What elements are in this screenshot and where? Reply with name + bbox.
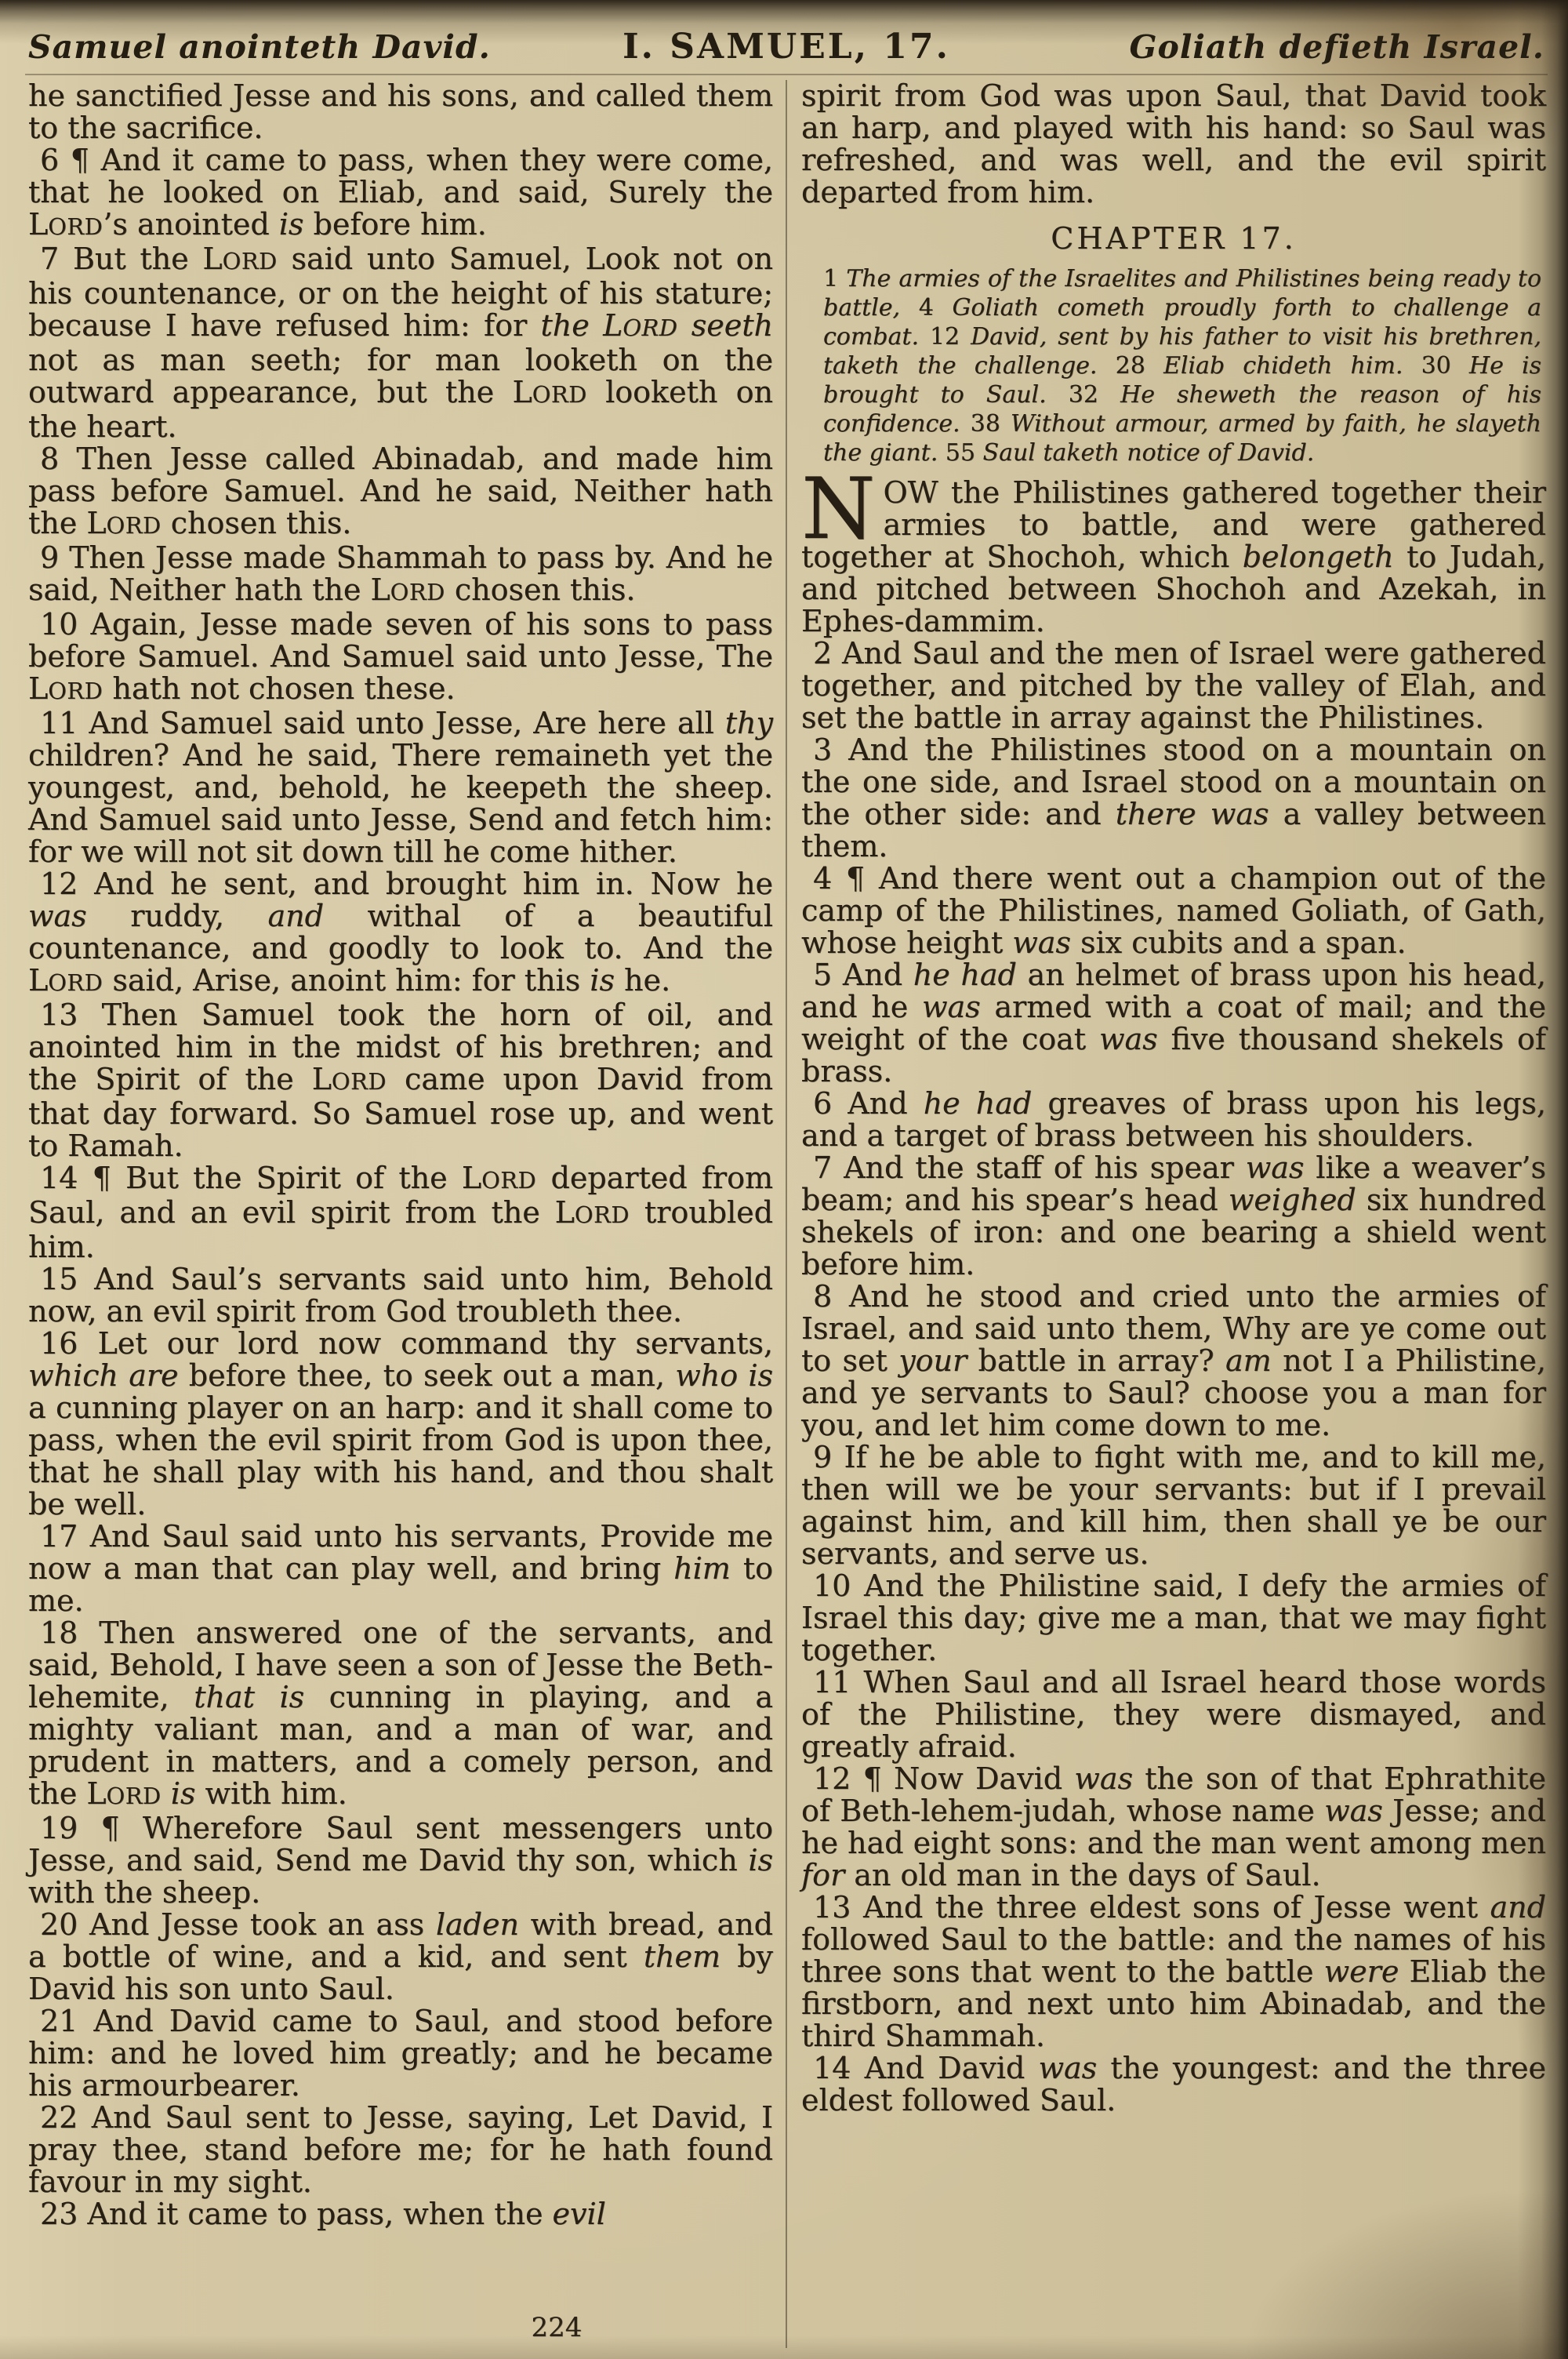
verse-paragraph: 8 And he stood and cried unto the armies of Israel, and said unto them, Why are ye come out to set your battle in array? am not I a Philistine, and ye servants to Saul? choose you a man for you, and let him come down to me.	[801, 1279, 1547, 1442]
verse-paragraph: 3 And the Philistines stood on a mountain on the one side, and Israel stood on a mountain on the other side: and there was a valley between them.	[801, 732, 1546, 863]
verse-paragraph: 12 ¶ Now David was the son of that Ephrathite of Beth-lehem-judah, whose name was Jesse; and he had eight sons: and the man went among men for an old man in the days of Saul.	[801, 1761, 1546, 1892]
text-columns	[28, 80, 1546, 2348]
verse-paragraph: 8 Then Jesse called Abinadab, and made him pass before Samuel. And he said, Neither hath the LORD chosen this.	[28, 442, 773, 540]
verse-paragraph: 16 Let our lord now command thy servants, which are before thee, to seek out a man, who is a cunning player on an harp: and it shall come to pass, when the evil spirit from God is upon thee, that he shall play with his hand, and thou shalt be well.	[28, 1326, 774, 1521]
verse-paragraph: 11 And Samuel said unto Jesse, Are here all thy children? And he said, There remaineth yet the youngest, and, behold, he keepeth the sheep. And Samuel said unto Jesse, Send and fetch him: for we will not sit down till he come hither.	[28, 706, 773, 869]
lord-smallcaps: LORD	[461, 1161, 537, 1195]
verse-paragraph: 10 And the Philistine said, I defy the armies of Israel this day; give me a man, that we may fight together.	[801, 1568, 1546, 1667]
lord-smallcaps: LORD	[370, 572, 445, 607]
verse-paragraph: 6 ¶ And it came to pass, when they were come, that he looked on Eliab, and said, Surely the LORD’s anointed is before him.	[28, 143, 773, 242]
lord-smallcaps: LORD	[202, 242, 278, 276]
verse-paragraph: 17 And Saul said unto his servants, Provide me now a man that can play well, and bring him to me.	[28, 1519, 773, 1618]
lord-smallcaps: LORD	[86, 506, 162, 540]
verse-paragraph: 13 And the three eldest sons of Jesse went and followed Saul to the battle: and the names of his three sons that went to the battle were Eliab the firstborn, and next unto him Abinadab, and the third Shammah.	[801, 1890, 1546, 2053]
verse-paragraph: 9 If he be able to fight with me, and to kill me, then will we be your servants: but if I prevail against him, and kill him, then shall ye be our servants, and serve us.	[801, 1440, 1546, 1571]
verse-paragraph: 15 And Saul’s servants said unto him, Behold now, an evil spirit from God troubleth thee.	[28, 1262, 773, 1329]
verse-paragraph: 23 And it came to pass, when the evil	[40, 2197, 606, 2231]
lord-smallcaps: LORD	[311, 1062, 387, 1096]
continuation-paragraph: he sanctified Jesse and his sons, and called them to the sacrifice.	[28, 78, 773, 145]
continuation-paragraph: spirit from God was upon Saul, that David took an harp, and played with his hand: so Saul was refreshed, and was well, and the evil spirit departed from him.	[801, 78, 1546, 209]
verse-paragraph: 13 Then Samuel took the horn of oil, and anointed him in the midst of his brethren; and the Spirit of the LORD came upon David from that day forward. So Samuel rose up, and went to Ramah.	[28, 998, 773, 1163]
verse-paragraph: 11 When Saul and all Israel heard those words of the Philistine, they were dismayed, and greatly afraid.	[801, 1665, 1546, 1764]
lord-smallcaps: LORD	[512, 375, 587, 409]
right-column	[787, 80, 1546, 2348]
running-head	[28, 27, 1544, 67]
lord-smallcaps: LORD	[28, 671, 103, 706]
verse-paragraph: 7 But the LORD said unto Samuel, Look not on his countenance, or on the height of his stature; because I have refused him: for the LORD seeth not as man seeth; for man looketh on the outward appearance, but the LORD looketh on the heart.	[28, 242, 773, 444]
lord-smallcaps: LORD	[603, 308, 678, 343]
verse-paragraph: 10 Again, Jesse made seven of his sons to pass before Samuel. And Samuel said unto Jesse, The LORD hath not chosen these.	[28, 607, 773, 706]
header-rule	[25, 74, 1548, 75]
verse-paragraph: 14 And David was the youngest: and the three eldest followed Saul.	[801, 2051, 1546, 2117]
verse-paragraph: 12 And he sent, and brought him in. Now he was ruddy, and withal of a beautiful countenance, and goodly to look to. And the LORD said, Arise, anoint him: for this is he.	[28, 867, 773, 998]
verse-paragraph: 2 And Saul and the men of Israel were gathered together, and pitched by the valley of Elah, and set the battle in array against the Philistines.	[801, 636, 1546, 735]
chapter-summary: 1 The armies of the Israelites and Philistines being ready to battle, 4 Goliath cometh proudly forth to challenge a combat. 12 David, sent by his father to visit his brethren, taketh the challenge. 28 Eliab chideth him. 30 He is brought to Saul. 32 He sheweth the reason of his confidence. 38 Without armour, armed by faith, he slayeth the giant. 55 Saul taketh notice of David.	[823, 265, 1542, 467]
verse-paragraph: 22 And Saul sent to Jesse, saying, Let David, I pray thee, stand before me; for he hath found favour in my sight.	[28, 2100, 773, 2199]
verse-paragraph: 5 And he had an helmet of brass upon his head, and he was armed with a coat of mail; and the weight of the coat was five thousand shekels of brass.	[801, 958, 1546, 1089]
chapter-heading: CHAPTER 17.	[1051, 221, 1297, 256]
verse-paragraph: 6 And he had greaves of brass upon his legs, and a target of brass between his shoulders.	[801, 1086, 1547, 1153]
running-head-left: Samuel anointeth David.	[28, 28, 491, 66]
lord-smallcaps: LORD	[86, 1776, 162, 1811]
verse-paragraph: 4 ¶ And there went out a champion out of the camp of the Philistines, named Goliath, of Gath, whose height was six cubits and a span.	[801, 861, 1546, 960]
page-number: 224	[531, 2312, 583, 2343]
drop-cap-letter: N	[801, 460, 876, 558]
lord-smallcaps: LORD	[28, 963, 103, 998]
left-column	[28, 80, 786, 2348]
verse-paragraph: 19 ¶ Wherefore Saul sent messengers unto Jesse, and said, Send me David thy son, which is with the sheep.	[28, 1811, 773, 1910]
running-head-center: I. SAMUEL, 17.	[622, 27, 950, 67]
verse-paragraph: 7 And the staff of his spear was like a weaver’s beam; and his spear’s head weighed six hundred shekels of iron: and one bearing a shield went before him.	[801, 1150, 1546, 1281]
verse-paragraph: 14 ¶ But the Spirit of the LORD departed from Saul, and an evil spirit from the LORD troubled him.	[28, 1161, 774, 1264]
running-head-right: Goliath defieth Israel.	[1129, 28, 1545, 66]
verse-paragraph-dropcap: NOW the Philistines gathered together their armies to battle, and were gathered together at Shochoh, which belongeth to Judah, and pitched between Shochoh and Azekah, in Ephes-dammim.	[801, 460, 1546, 638]
verse-paragraph: 18 Then answered one of the servants, and said, Behold, I have seen a son of Jesse the Beth-lehemite, that is cunning in playing, and a mighty valiant man, and a man of war, and prudent in matters, and a comely person, and the LORD is with him.	[28, 1616, 773, 1811]
verse-paragraph: 21 And David came to Saul, and stood before him: and he loved him greatly; and he became his armourbearer.	[28, 2004, 773, 2103]
lord-smallcaps: LORD	[28, 207, 103, 242]
verse-paragraph: 20 And Jesse took an ass laden with bread, and a bottle of wine, and a kid, and sent them by David his son unto Saul.	[28, 1907, 774, 2006]
lord-smallcaps: LORD	[554, 1195, 630, 1230]
verse-paragraph: 9 Then Jesse made Shammah to pass by. And he said, Neither hath the LORD chosen this.	[28, 540, 773, 607]
